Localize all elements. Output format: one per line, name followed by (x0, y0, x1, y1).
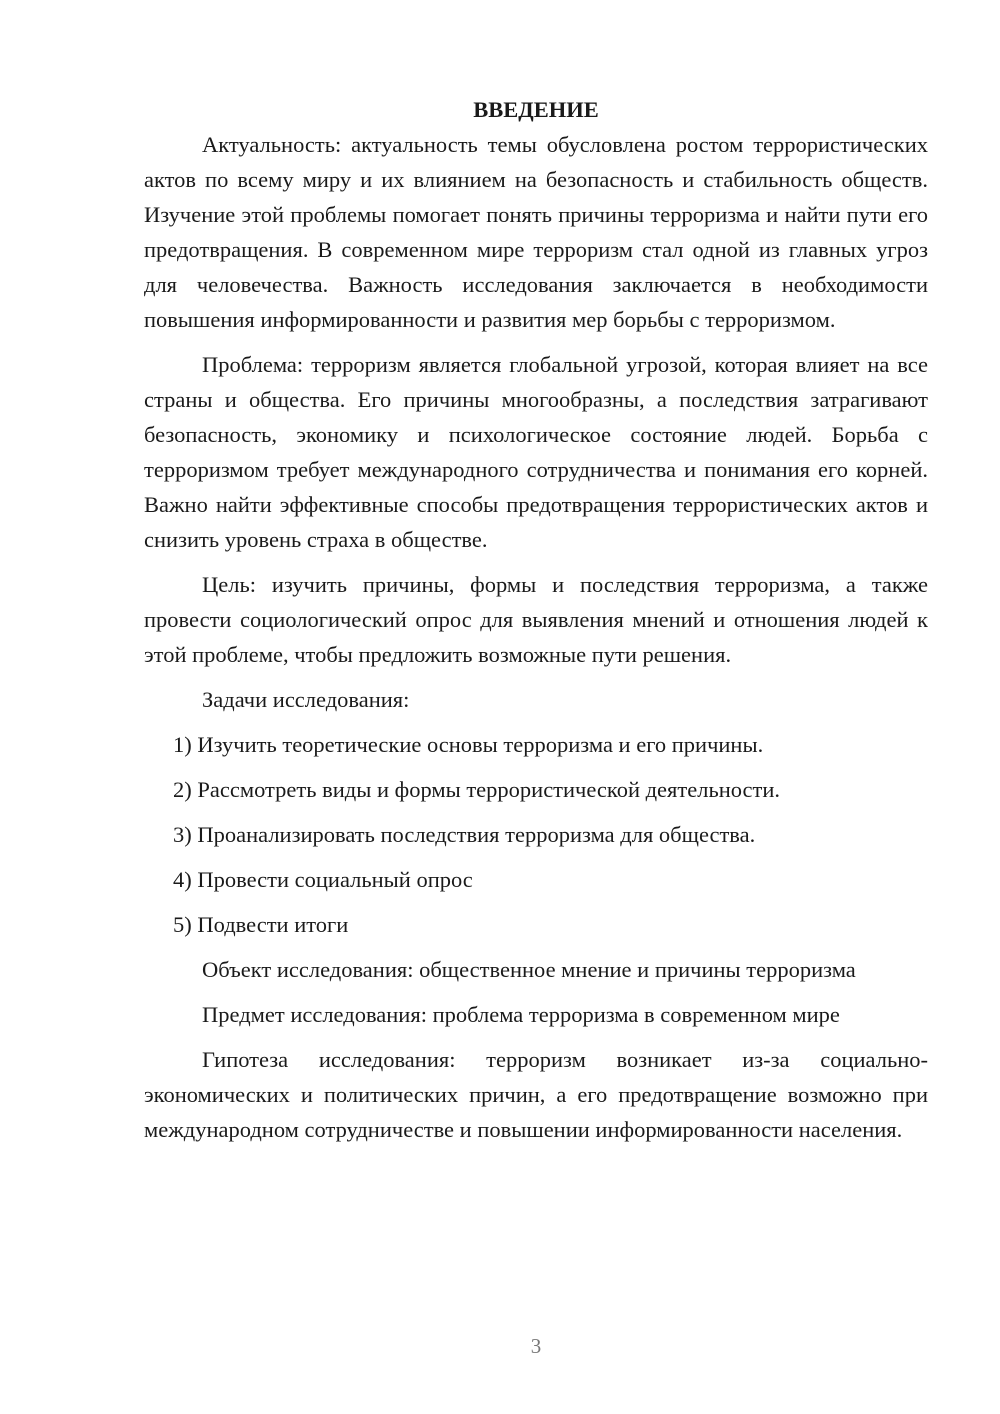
hypothesis-paragraph: Гипотеза исследования: терроризм возникает из-за социально-экономических и политических причин, а его предотвращение возможно при международном сотрудничестве и повышении информированности населения. (144, 1047, 928, 1142)
tasks-list (144, 727, 928, 942)
task-item: 5) Подвести итоги (173, 912, 349, 937)
task-item: 3) Проанализировать последствия терроризма для общества. (173, 822, 756, 847)
research-object: Объект исследования: общественное мнение и причины терроризма (202, 957, 856, 982)
research-subject: Предмет исследования: проблема терроризма в современном мире (202, 1002, 840, 1027)
page-body (144, 92, 928, 1147)
task-item: 2) Рассмотреть виды и формы террористической деятельности. (173, 777, 781, 802)
tasks-heading: Задачи исследования: (202, 687, 410, 712)
problem-paragraph: Проблема: терроризм является глобальной угрозой, которая влияет на все страны и общества. Его причины многообразны, а последствия затрагивают безопасность, экономику и психологическое состояние людей. Борьба с терроризмом требует международного сотрудничества и понимания его корней. Важно найти эффективные способы предотвращения террористических актов и снизить уровень страха в обществе. (144, 352, 928, 552)
goal-paragraph: Цель: изучить причины, формы и последствия терроризма, а также провести социологический опрос для выявления мнений и отношения людей к этой проблеме, чтобы предложить возможные пути решения. (144, 572, 928, 667)
page-title: ВВЕДЕНИЕ (473, 97, 599, 122)
relevance-paragraph: Актуальность: актуальность темы обусловлена ростом террористических актов по всему миру и их влиянием на безопасность и стабильность обществ. Изучение этой проблемы помогает понять причины терроризма и найти пути его предотвращения. В современном мире терроризм стал одной из главных угроз для человечества. Важность исследования заключается в необходимости повышения информированности и развития мер борьбы с терроризмом. (144, 132, 928, 332)
page-number: 3 (530, 1334, 542, 1358)
task-item: 1) Изучить теоретические основы терроризма и его причины. (173, 732, 764, 757)
task-item: 4) Провести социальный опрос (173, 867, 473, 892)
